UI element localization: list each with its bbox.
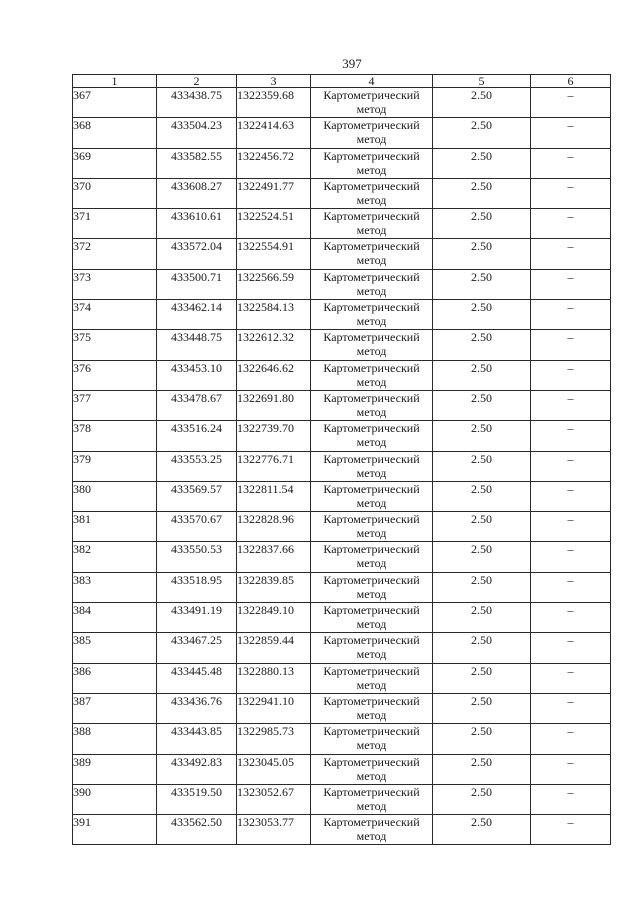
table-row xyxy=(73,300,611,330)
header-cell-5: 5 xyxy=(433,75,531,88)
method-line-2: метод xyxy=(356,435,387,450)
point-number-cell: 367 xyxy=(73,88,157,118)
note-cell: – xyxy=(531,88,611,118)
accuracy-cell: 2.50 xyxy=(433,542,531,572)
x-coordinate-cell: 433443.85 xyxy=(157,724,237,754)
method-line-2: метод xyxy=(356,586,387,601)
y-coordinate-cell: 1322849.10 xyxy=(237,603,311,633)
method-cell xyxy=(311,724,433,754)
table-row xyxy=(73,148,611,178)
method-line-2: метод xyxy=(356,253,387,268)
y-coordinate-cell: 1323052.67 xyxy=(237,784,311,814)
point-number-cell: 375 xyxy=(73,330,157,360)
note-cell: – xyxy=(531,390,611,420)
x-coordinate-cell: 433436.76 xyxy=(157,693,237,723)
point-number-cell: 380 xyxy=(73,481,157,511)
page-number: 397 xyxy=(342,56,362,71)
table-row xyxy=(73,663,611,693)
table-row xyxy=(73,239,611,269)
note-cell: – xyxy=(531,724,611,754)
method-line-1: Картометрический xyxy=(323,360,420,375)
method-line-2: метод xyxy=(356,526,387,541)
x-coordinate-cell: 433491.19 xyxy=(157,603,237,633)
note-cell: – xyxy=(531,815,611,845)
method-line-1: Картометрический xyxy=(323,88,420,102)
table-row xyxy=(73,754,611,784)
table-row xyxy=(73,542,611,572)
method-line-1: Картометрический xyxy=(323,421,420,436)
table-body xyxy=(73,88,611,845)
y-coordinate-cell: 1322584.13 xyxy=(237,300,311,330)
method-line-2: метод xyxy=(356,768,387,783)
accuracy-cell: 2.50 xyxy=(433,633,531,663)
accuracy-cell: 2.50 xyxy=(433,88,531,118)
note-cell: – xyxy=(531,663,611,693)
x-coordinate-cell: 433518.95 xyxy=(157,572,237,602)
method-cell xyxy=(311,481,433,511)
method-line-1: Картометрический xyxy=(323,390,420,405)
method-line-2: метод xyxy=(356,465,387,480)
y-coordinate-cell: 1322985.73 xyxy=(237,724,311,754)
method-cell xyxy=(311,754,433,784)
y-coordinate-cell: 1322612.32 xyxy=(237,330,311,360)
point-number-cell: 389 xyxy=(73,754,157,784)
table-row xyxy=(73,512,611,542)
y-coordinate-cell: 1322456.72 xyxy=(237,148,311,178)
y-coordinate-cell: 1323045.05 xyxy=(237,754,311,784)
method-line-2: метод xyxy=(356,556,387,571)
accuracy-cell: 2.50 xyxy=(433,360,531,390)
method-cell xyxy=(311,542,433,572)
accuracy-cell: 2.50 xyxy=(433,754,531,784)
accuracy-cell: 2.50 xyxy=(433,724,531,754)
point-number-cell: 382 xyxy=(73,542,157,572)
method-line-2: метод xyxy=(356,314,387,329)
method-line-2: метод xyxy=(356,162,387,177)
method-line-1: Картометрический xyxy=(323,603,420,618)
method-cell xyxy=(311,451,433,481)
note-cell: – xyxy=(531,269,611,299)
method-cell xyxy=(311,512,433,542)
method-line-1: Картометрический xyxy=(323,754,420,769)
accuracy-cell: 2.50 xyxy=(433,572,531,602)
x-coordinate-cell: 433438.75 xyxy=(157,88,237,118)
note-cell: – xyxy=(531,633,611,663)
point-number-cell: 378 xyxy=(73,421,157,451)
x-coordinate-cell: 433462.14 xyxy=(157,300,237,330)
point-number-cell: 390 xyxy=(73,784,157,814)
point-number-cell: 371 xyxy=(73,209,157,239)
method-line-1: Картометрический xyxy=(323,148,420,163)
accuracy-cell: 2.50 xyxy=(433,784,531,814)
method-line-1: Картометрический xyxy=(323,512,420,527)
method-line-2: метод xyxy=(356,829,387,844)
note-cell: – xyxy=(531,542,611,572)
note-cell: – xyxy=(531,330,611,360)
method-line-2: метод xyxy=(356,374,387,389)
table-row xyxy=(73,572,611,602)
point-number-cell: 391 xyxy=(73,815,157,845)
x-coordinate-cell: 433562.50 xyxy=(157,815,237,845)
y-coordinate-cell: 1322776.71 xyxy=(237,451,311,481)
method-cell xyxy=(311,421,433,451)
y-coordinate-cell: 1322837.66 xyxy=(237,542,311,572)
method-cell xyxy=(311,603,433,633)
method-line-2: метод xyxy=(356,404,387,419)
method-line-1: Картометрический xyxy=(323,572,420,587)
method-line-2: метод xyxy=(356,132,387,147)
header-cell-1: 1 xyxy=(73,75,157,88)
table-row xyxy=(73,360,611,390)
method-cell xyxy=(311,330,433,360)
header-row xyxy=(73,75,611,88)
point-number-cell: 377 xyxy=(73,390,157,420)
y-coordinate-cell: 1322811.54 xyxy=(237,481,311,511)
note-cell: – xyxy=(531,300,611,330)
method-cell xyxy=(311,572,433,602)
x-coordinate-cell: 433448.75 xyxy=(157,330,237,360)
method-cell xyxy=(311,209,433,239)
x-coordinate-cell: 433478.67 xyxy=(157,390,237,420)
table-row xyxy=(73,603,611,633)
point-number-cell: 387 xyxy=(73,693,157,723)
accuracy-cell: 2.50 xyxy=(433,481,531,511)
point-number-cell: 368 xyxy=(73,118,157,148)
method-line-1: Картометрический xyxy=(323,330,420,345)
point-number-cell: 379 xyxy=(73,451,157,481)
method-line-2: метод xyxy=(356,283,387,298)
table-row xyxy=(73,815,611,845)
point-number-cell: 373 xyxy=(73,269,157,299)
method-line-2: метод xyxy=(356,647,387,662)
method-line-1: Картометрический xyxy=(323,239,420,254)
method-line-1: Картометрический xyxy=(323,815,420,830)
table-row xyxy=(73,421,611,451)
note-cell: – xyxy=(531,481,611,511)
accuracy-cell: 2.50 xyxy=(433,209,531,239)
x-coordinate-cell: 433610.61 xyxy=(157,209,237,239)
method-line-1: Картометрический xyxy=(323,209,420,224)
table-row xyxy=(73,209,611,239)
method-cell xyxy=(311,360,433,390)
note-cell: – xyxy=(531,784,611,814)
accuracy-cell: 2.50 xyxy=(433,663,531,693)
table-row xyxy=(73,178,611,208)
note-cell: – xyxy=(531,572,611,602)
method-line-2: метод xyxy=(356,677,387,692)
method-line-1: Картометрический xyxy=(323,178,420,193)
x-coordinate-cell: 433608.27 xyxy=(157,178,237,208)
accuracy-cell: 2.50 xyxy=(433,300,531,330)
method-line-2: метод xyxy=(356,495,387,510)
method-line-2: метод xyxy=(356,738,387,753)
method-line-2: метод xyxy=(356,102,387,116)
method-line-1: Картометрический xyxy=(323,542,420,557)
accuracy-cell: 2.50 xyxy=(433,118,531,148)
x-coordinate-cell: 433516.24 xyxy=(157,421,237,451)
y-coordinate-cell: 1322880.13 xyxy=(237,663,311,693)
x-coordinate-cell: 433504.23 xyxy=(157,118,237,148)
point-number-cell: 381 xyxy=(73,512,157,542)
method-line-1: Картометрический xyxy=(323,300,420,315)
x-coordinate-cell: 433550.53 xyxy=(157,542,237,572)
point-number-cell: 376 xyxy=(73,360,157,390)
accuracy-cell: 2.50 xyxy=(433,693,531,723)
table-row xyxy=(73,693,611,723)
table-header xyxy=(73,75,611,88)
accuracy-cell: 2.50 xyxy=(433,512,531,542)
accuracy-cell: 2.50 xyxy=(433,239,531,269)
point-number-cell: 370 xyxy=(73,178,157,208)
accuracy-cell: 2.50 xyxy=(433,421,531,451)
method-cell xyxy=(311,815,433,845)
header-cell-2: 2 xyxy=(157,75,237,88)
method-line-1: Картометрический xyxy=(323,724,420,739)
x-coordinate-cell: 433519.50 xyxy=(157,784,237,814)
note-cell: – xyxy=(531,754,611,784)
x-coordinate-cell: 433582.55 xyxy=(157,148,237,178)
y-coordinate-cell: 1322646.62 xyxy=(237,360,311,390)
note-cell: – xyxy=(531,239,611,269)
point-number-cell: 372 xyxy=(73,239,157,269)
x-coordinate-cell: 433569.57 xyxy=(157,481,237,511)
method-line-2: метод xyxy=(356,344,387,359)
table-row xyxy=(73,451,611,481)
note-cell: – xyxy=(531,603,611,633)
method-line-2: метод xyxy=(356,707,387,722)
method-cell xyxy=(311,693,433,723)
method-cell xyxy=(311,269,433,299)
header-cell-6: 6 xyxy=(531,75,611,88)
method-line-1: Картометрический xyxy=(323,451,420,466)
accuracy-cell: 2.50 xyxy=(433,451,531,481)
y-coordinate-cell: 1322524.51 xyxy=(237,209,311,239)
point-number-cell: 388 xyxy=(73,724,157,754)
header-cell-3: 3 xyxy=(237,75,311,88)
accuracy-cell: 2.50 xyxy=(433,178,531,208)
x-coordinate-cell: 433453.10 xyxy=(157,360,237,390)
point-number-cell: 374 xyxy=(73,300,157,330)
y-coordinate-cell: 1322941.10 xyxy=(237,693,311,723)
y-coordinate-cell: 1322739.70 xyxy=(237,421,311,451)
accuracy-cell: 2.50 xyxy=(433,390,531,420)
y-coordinate-cell: 1322554.91 xyxy=(237,239,311,269)
y-coordinate-cell: 1322828.96 xyxy=(237,512,311,542)
method-line-1: Картометрический xyxy=(323,481,420,496)
y-coordinate-cell: 1322839.85 xyxy=(237,572,311,602)
method-cell xyxy=(311,300,433,330)
y-coordinate-cell: 1322566.59 xyxy=(237,269,311,299)
method-cell xyxy=(311,88,433,118)
table-row xyxy=(73,118,611,148)
note-cell: – xyxy=(531,118,611,148)
note-cell: – xyxy=(531,693,611,723)
method-cell xyxy=(311,390,433,420)
method-line-1: Картометрический xyxy=(323,633,420,648)
table-row xyxy=(73,88,611,118)
note-cell: – xyxy=(531,209,611,239)
accuracy-cell: 2.50 xyxy=(433,603,531,633)
coordinates-table xyxy=(72,74,611,845)
table-row xyxy=(73,481,611,511)
accuracy-cell: 2.50 xyxy=(433,330,531,360)
x-coordinate-cell: 433467.25 xyxy=(157,633,237,663)
y-coordinate-cell: 1322859.44 xyxy=(237,633,311,663)
x-coordinate-cell: 433500.71 xyxy=(157,269,237,299)
method-line-2: метод xyxy=(356,798,387,813)
method-cell xyxy=(311,663,433,693)
x-coordinate-cell: 433553.25 xyxy=(157,451,237,481)
table-row xyxy=(73,633,611,663)
accuracy-cell: 2.50 xyxy=(433,148,531,178)
x-coordinate-cell: 433572.04 xyxy=(157,239,237,269)
method-line-2: метод xyxy=(356,192,387,207)
method-line-2: метод xyxy=(356,223,387,238)
header-cell-4: 4 xyxy=(311,75,433,88)
table-row xyxy=(73,784,611,814)
method-cell xyxy=(311,239,433,269)
y-coordinate-cell: 1322691.80 xyxy=(237,390,311,420)
table-row xyxy=(73,330,611,360)
note-cell: – xyxy=(531,360,611,390)
method-cell xyxy=(311,784,433,814)
note-cell: – xyxy=(531,178,611,208)
note-cell: – xyxy=(531,451,611,481)
y-coordinate-cell: 1322359.68 xyxy=(237,88,311,118)
y-coordinate-cell: 1322414.63 xyxy=(237,118,311,148)
method-line-1: Картометрический xyxy=(323,784,420,799)
point-number-cell: 384 xyxy=(73,603,157,633)
method-cell xyxy=(311,178,433,208)
point-number-cell: 383 xyxy=(73,572,157,602)
note-cell: – xyxy=(531,148,611,178)
table-row xyxy=(73,269,611,299)
x-coordinate-cell: 433570.67 xyxy=(157,512,237,542)
accuracy-cell: 2.50 xyxy=(433,269,531,299)
y-coordinate-cell: 1323053.77 xyxy=(237,815,311,845)
accuracy-cell: 2.50 xyxy=(433,815,531,845)
note-cell: – xyxy=(531,421,611,451)
point-number-cell: 386 xyxy=(73,663,157,693)
x-coordinate-cell: 433492.83 xyxy=(157,754,237,784)
y-coordinate-cell: 1322491.77 xyxy=(237,178,311,208)
method-line-1: Картометрический xyxy=(323,269,420,284)
method-line-2: метод xyxy=(356,617,387,632)
method-line-1: Картометрический xyxy=(323,693,420,708)
method-line-1: Картометрический xyxy=(323,663,420,678)
note-cell: – xyxy=(531,512,611,542)
method-cell xyxy=(311,148,433,178)
table-row xyxy=(73,724,611,754)
method-cell xyxy=(311,633,433,663)
point-number-cell: 369 xyxy=(73,148,157,178)
table-row xyxy=(73,390,611,420)
method-line-1: Картометрический xyxy=(323,118,420,133)
method-cell xyxy=(311,118,433,148)
x-coordinate-cell: 433445.48 xyxy=(157,663,237,693)
point-number-cell: 385 xyxy=(73,633,157,663)
